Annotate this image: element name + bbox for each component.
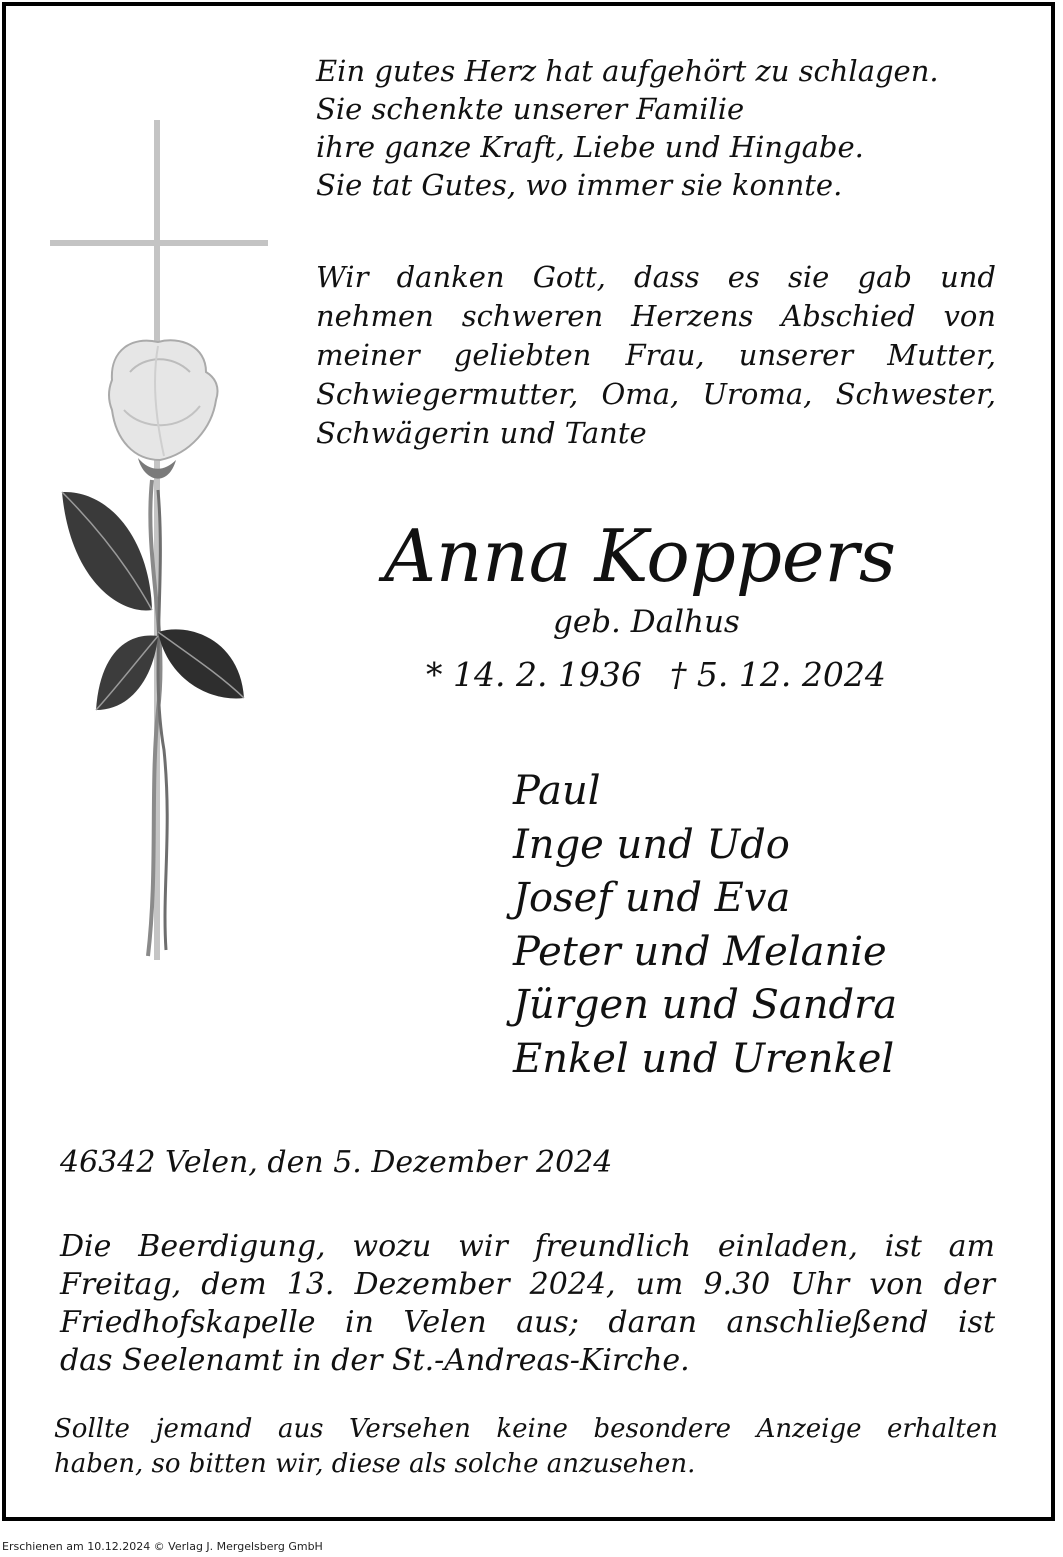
farewell-line: meiner geliebten Frau, unserer Mutter, <box>316 338 996 372</box>
rose-icon <box>62 340 244 956</box>
farewell-line: Schwägerin und Tante <box>316 416 647 450</box>
notice-text <box>54 1412 998 1482</box>
family-member: Inge und Udo <box>513 821 790 868</box>
verse-line: Ein gutes Herz hat aufgehört zu schlagen. <box>316 54 939 88</box>
burial-line: Freitag, dem 13. Dezember 2024, um 9.30 Uhr von der <box>60 1267 995 1302</box>
notice-line: haben, so bitten wir, diese als solche anzusehen. <box>54 1449 696 1479</box>
death-date: † 5. 12. 2024 <box>669 655 886 694</box>
burial-line: das Seelenamt in der St.-Andreas-Kirche. <box>60 1343 690 1378</box>
family-member: Paul <box>513 768 601 814</box>
verse-line: ihre ganze Kraft, Liebe und Hingabe. <box>316 130 864 164</box>
notice-line: Sollte jemand aus Versehen keine besondere Anzeige erhalten <box>54 1414 998 1444</box>
verse-line: Sie schenkte unserer Familie <box>316 92 745 126</box>
cross-rose-illustration <box>40 110 280 970</box>
burial-info <box>60 1228 995 1380</box>
life-dates <box>426 652 886 698</box>
burial-line: Die Beerdigung, wozu wir freundlich einladen, ist am <box>60 1229 995 1264</box>
deceased-name: Anna Koppers <box>384 514 896 598</box>
family-member: Josef und Eva <box>513 875 791 921</box>
farewell-line: Schwiegermutter, Oma, Uroma, Schwester, <box>316 377 996 411</box>
burial-line: Friedhofskapelle in Velen aus; daran anschließend ist <box>60 1305 995 1340</box>
publication-footer: Erschienen am 10.12.2024 © Verlag J. Mergelsberg GmbH <box>2 1540 323 1553</box>
family-list <box>513 765 897 1086</box>
family-member: Peter und Melanie <box>513 928 887 975</box>
maiden-name: geb. Dalhus <box>553 604 740 640</box>
family-member: Jürgen und Sandra <box>513 982 898 1028</box>
verse-intro <box>316 52 939 204</box>
place-date: 46342 Velen, den 5. Dezember 2024 <box>60 1145 613 1180</box>
farewell-line: Wir danken Gott, dass es sie gab und <box>316 260 996 294</box>
birth-date: * 14. 2. 1936 <box>426 655 642 694</box>
verse-line: Sie tat Gutes, wo immer sie konnte. <box>316 168 843 202</box>
family-member: Enkel und Urenkel <box>513 1035 895 1082</box>
farewell-text <box>316 258 996 453</box>
farewell-line: nehmen schweren Herzens Abschied von <box>316 299 996 333</box>
